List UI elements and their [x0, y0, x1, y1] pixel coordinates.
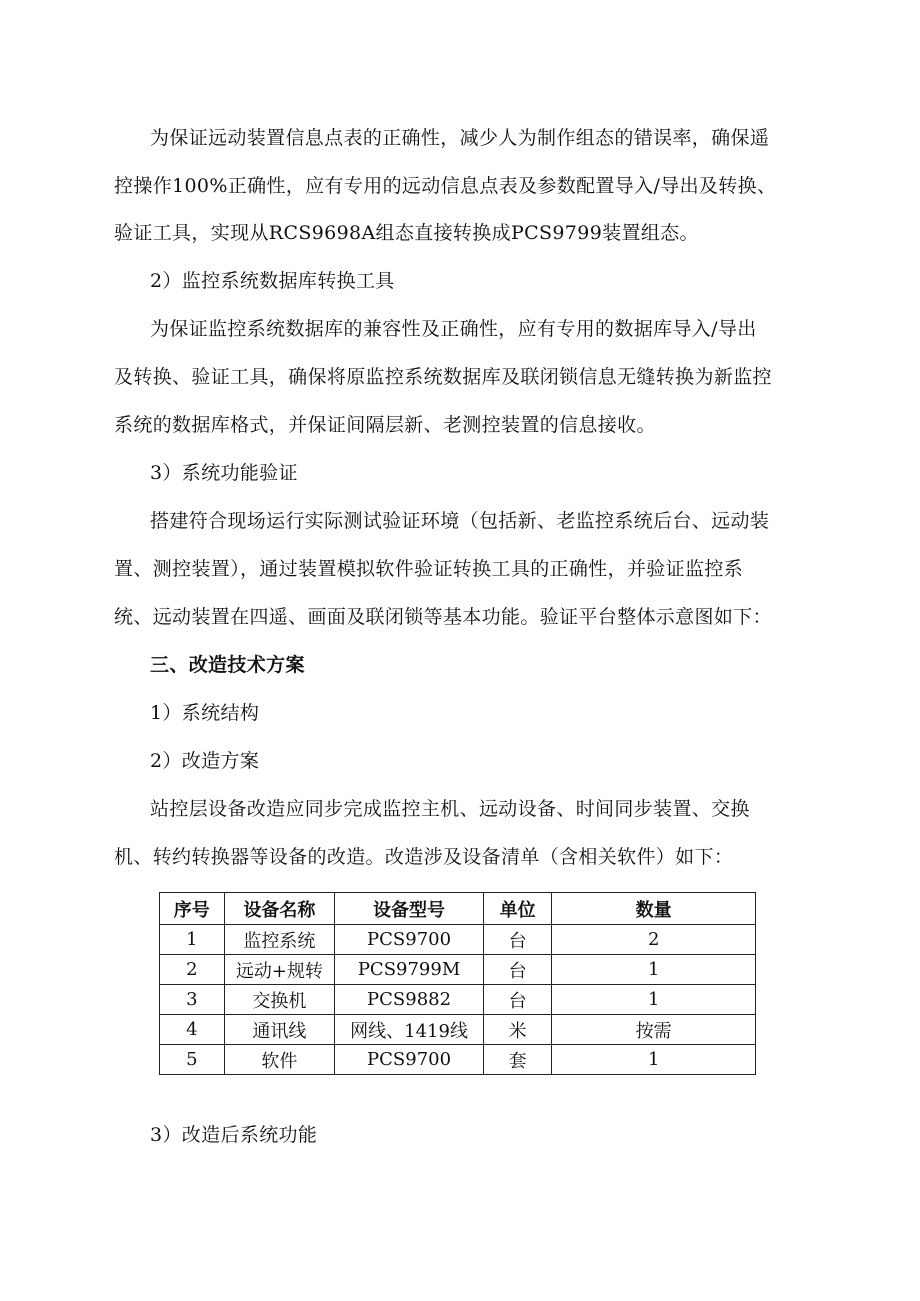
- paragraph-db-line-1: 为保证监控系统数据库的兼容性及正确性，应有专用的数据库导入/导出: [150, 318, 757, 340]
- paragraph-verify-line-2: 置、测控装置），通过装置模拟软件验证转换工具的正确性，并验证监控系: [114, 558, 744, 580]
- paragraph-equipment-line-1: 站控层设备改造应同步完成监控主机、远动设备、时间同步装置、交换: [150, 798, 750, 820]
- cell-device-model: PCS9700: [335, 1045, 484, 1075]
- heading-renovation-scheme: 2）改造方案: [150, 750, 260, 772]
- heading-function-verification: 3）系统功能验证: [150, 462, 298, 484]
- header-device-model: 设备型号: [335, 893, 484, 925]
- cell-index: 3: [160, 985, 225, 1015]
- table-row: [160, 1045, 756, 1075]
- cell-unit: 台: [483, 985, 552, 1015]
- cell-device-model: 网线、1419线: [335, 1015, 484, 1045]
- paragraph-remote-line-3: 验证工具，实现从RCS9698A组态直接转换成PCS9799装置组态。: [114, 222, 699, 244]
- cell-index: 2: [160, 955, 225, 985]
- cell-unit: 台: [483, 925, 552, 955]
- cell-device-name: 通讯线: [224, 1015, 335, 1045]
- cell-quantity: 2: [552, 925, 756, 955]
- paragraph-equipment-line-2: 机、转约转换器等设备的改造。改造涉及设备清单（含相关软件）如下：: [114, 846, 734, 868]
- table-header-row: [160, 893, 756, 925]
- paragraph-remote-line-2: 控操作100%正确性，应有专用的远动信息点表及参数配置导入/导出及转换、: [114, 175, 777, 197]
- cell-index: 4: [160, 1015, 225, 1045]
- table-row: [160, 985, 756, 1015]
- table-row: [160, 925, 756, 955]
- heading-system-structure: 1）系统结构: [150, 702, 260, 724]
- header-device-name: 设备名称: [224, 893, 335, 925]
- cell-quantity: 按需: [552, 1015, 756, 1045]
- cell-device-model: PCS9799M: [335, 955, 484, 985]
- paragraph-verify-line-1: 搭建符合现场运行实际测试验证环境（包括新、老监控系统后台、远动装: [150, 510, 770, 532]
- cell-unit: 套: [483, 1045, 552, 1075]
- cell-device-model: PCS9700: [335, 925, 484, 955]
- cell-index: 5: [160, 1045, 225, 1075]
- cell-quantity: 1: [552, 985, 756, 1015]
- table-row: [160, 955, 756, 985]
- header-quantity: 数量: [552, 893, 756, 925]
- cell-quantity: 1: [552, 955, 756, 985]
- heading-post-renovation-functions: 3）改造后系统功能: [150, 1124, 318, 1146]
- cell-unit: 台: [483, 955, 552, 985]
- header-unit: 单位: [483, 893, 552, 925]
- paragraph-db-line-3: 系统的数据库格式，并保证间隔层新、老测控装置的信息接收。: [114, 414, 656, 436]
- cell-device-name: 软件: [224, 1045, 335, 1075]
- cell-quantity: 1: [552, 1045, 756, 1075]
- equipment-list-table: [159, 892, 756, 1075]
- paragraph-db-line-2: 及转换、验证工具，确保将原监控系统数据库及联闭锁信息无缝转换为新监控: [114, 366, 772, 388]
- cell-device-name: 监控系统: [224, 925, 335, 955]
- cell-index: 1: [160, 925, 225, 955]
- header-index: 序号: [160, 893, 225, 925]
- table-row: [160, 1015, 756, 1045]
- paragraph-remote-line-1: 为保证远动装置信息点表的正确性，减少人为制作组态的错误率，确保遥: [150, 127, 770, 149]
- heading-db-conversion-tool: 2）监控系统数据库转换工具: [150, 270, 395, 292]
- cell-device-name: 远动+规转: [224, 955, 335, 985]
- paragraph-verify-line-3: 统、远动装置在四遥、画面及联闭锁等基本功能。验证平台整体示意图如下：: [114, 606, 772, 628]
- section-title-renovation-plan: 三、改造技术方案: [150, 654, 305, 676]
- cell-unit: 米: [483, 1015, 552, 1045]
- cell-device-model: PCS9882: [335, 985, 484, 1015]
- cell-device-name: 交换机: [224, 985, 335, 1015]
